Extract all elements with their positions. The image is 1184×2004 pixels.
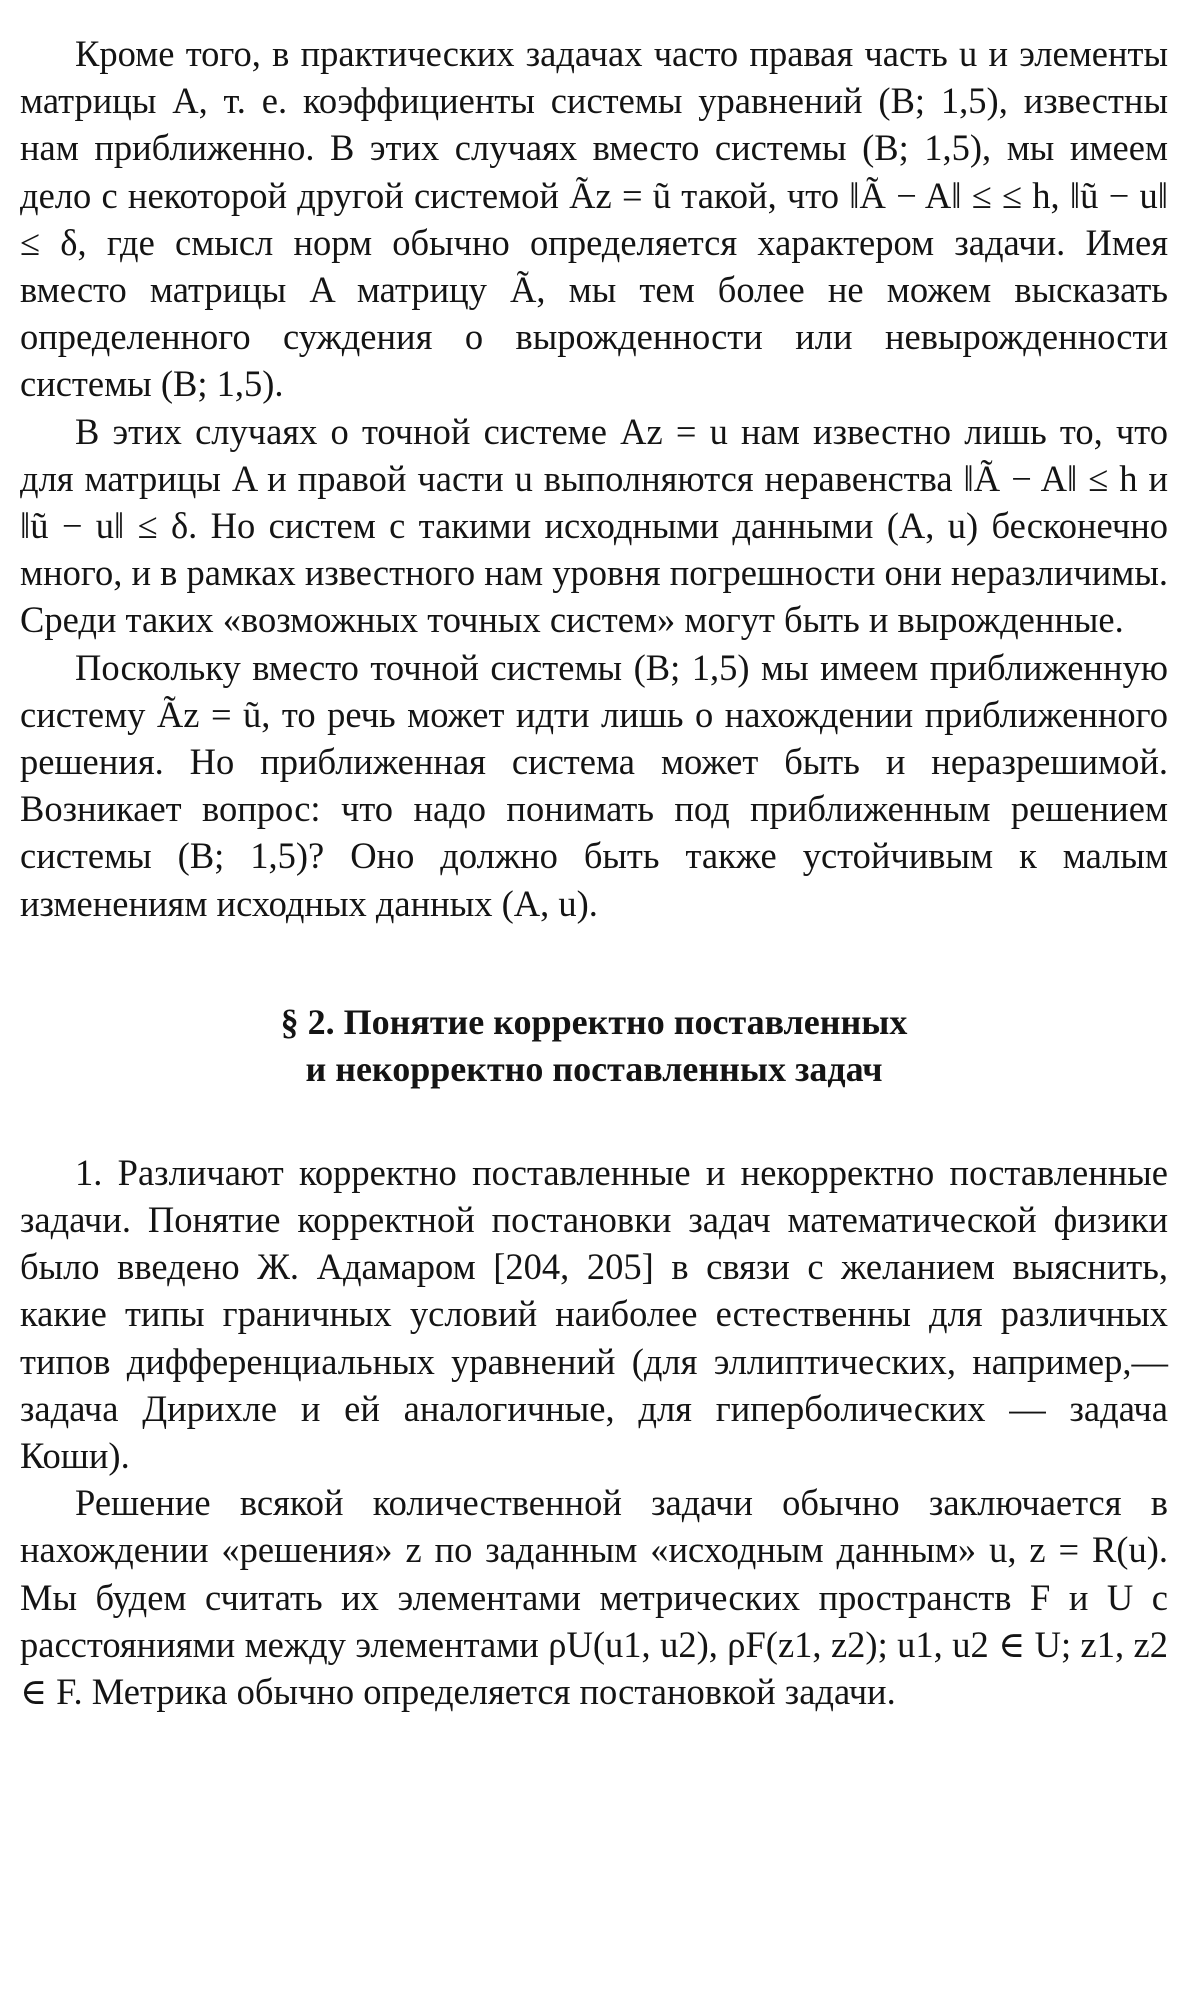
paragraph-exact-system: В этих случаях о точной системе Az = u нам известно лишь то, что для матрицы A и правой части u выполняются неравенства ‖Ã − A‖ ≤ h и ‖ũ − u‖ ≤ δ. Но систем с такими исходными данными (A, u) бесконечно много, и в рамках известного нам уровня погрешности они неразличимы. Среди таких «возможных точных систем» могут быть и вырожденные.	[20, 410, 1168, 641]
book-page	[20, 30, 1168, 1715]
paragraph-approximate-data: Кроме того, в практических задачах часто правая часть u и элементы матрицы A, т. е. коэффициенты системы уравнений (В; 1,5), известны нам приближенно. В этих случаях вместо системы (В; 1,5), мы имеем дело с некоторой другой системой Ãz = ũ такой, что ‖Ã − A‖ ≤ ≤ h, ‖ũ − u‖ ≤ δ, где смысл норм обычно определяется характером задачи. Имея вместо матрицы A матрицу Ã, мы тем более не можем высказать определенного суждения о вырожденности или невырожденности системы (В; 1,5).	[20, 33, 1168, 405]
section-heading-line-1: § 2. Понятие корректно поставленных	[280, 1001, 908, 1042]
section-heading-line-2: и некорректно поставленных задач	[305, 1048, 883, 1089]
paragraph-well-posed-definition: 1. Различают корректно поставленные и некорректно поставленные задачи. Понятие корректной постановки задач математической физики было введено Ж. Адамаром [204, 205] в связи с желанием выяснить, какие типы граничных условий наиболее естественны для различных типов дифференциальных уравнений (для эллиптических, например,— задача Дирихле и ей аналогичные, для гиперболических — задача Коши).	[20, 1151, 1168, 1477]
paragraph-metric-spaces: Решение всякой количественной задачи обычно заключается в нахождении «решения» z по заданным «исходным данным» u, z = R(u). Мы будем считать их элементами метрических пространств F и U с расстояниями между элементами ρU(u1, u2), ρF(z1, z2); u1, u2 ∈ U; z1, z2 ∈ F. Метрика обычно определяется постановкой задачи.	[20, 1482, 1168, 1713]
paragraph-approximate-solution: Поскольку вместо точной системы (В; 1,5) мы имеем приближенную систему Ãz = ũ, то речь может идти лишь о нахождении приближенного решения. Но приближенная система может быть и неразрешимой. Возникает вопрос: что надо понимать под приближенным решением системы (В; 1,5)? Оно должно быть также устойчивым к малым изменениям исходных данных (A, u).	[20, 646, 1168, 924]
section-heading	[20, 999, 1168, 1093]
